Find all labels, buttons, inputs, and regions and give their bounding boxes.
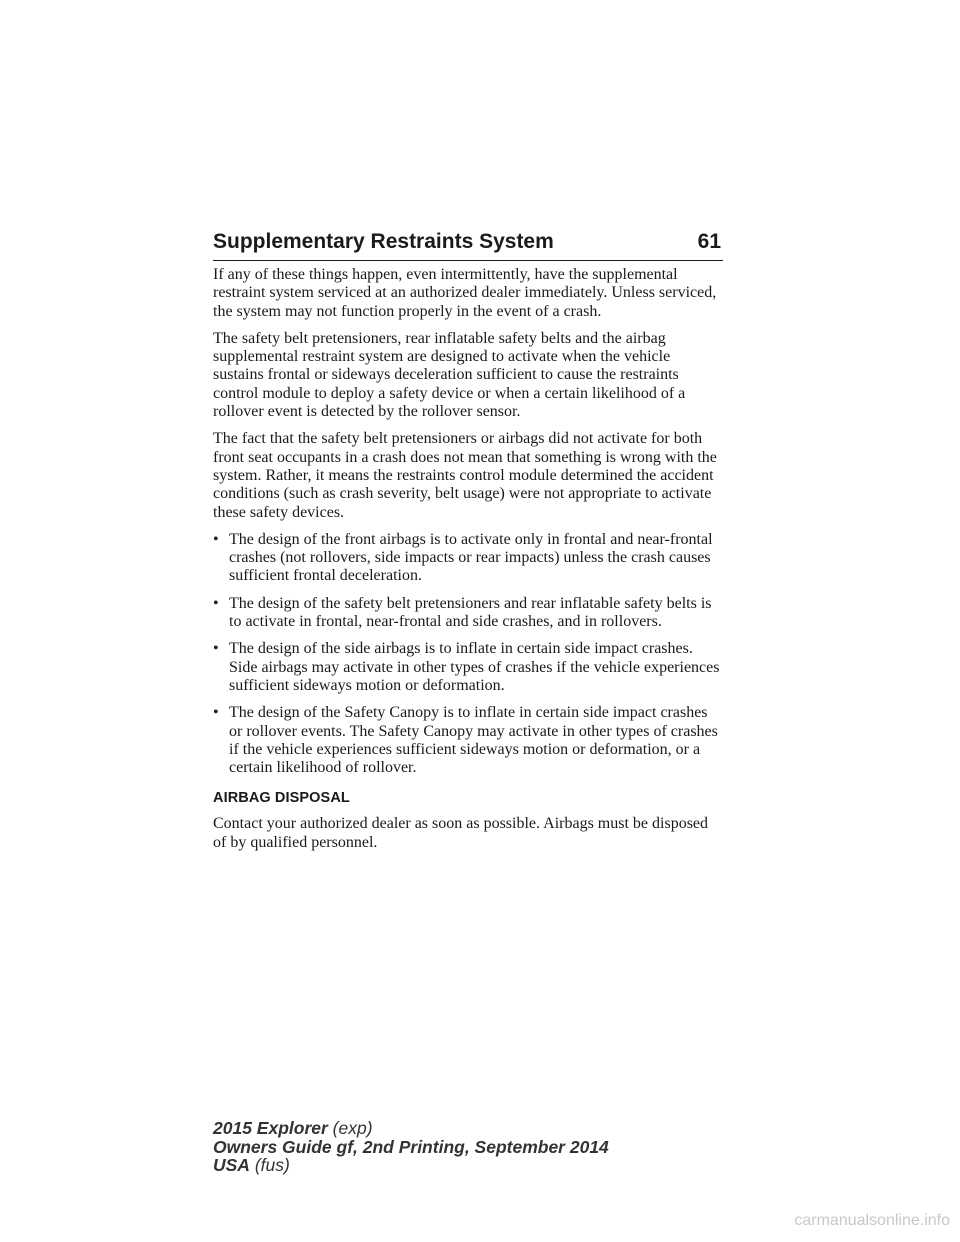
- bullet-icon: •: [213, 704, 219, 722]
- watermark-text: carmanualsonline.info: [794, 1212, 950, 1229]
- list-item: [213, 640, 723, 695]
- bullet-text: The design of the Safety Canopy is to inflate in certain side impact crashes or rollover events. The Safety Canopy may activate in other types of crashes if the vehicle experiences sufficient sideways motion or deformation, or a certain likelihood of rollover.: [229, 704, 718, 777]
- bullet-icon: •: [213, 530, 219, 548]
- footer-model-code: (exp): [332, 1118, 373, 1138]
- page-header: [213, 226, 723, 261]
- list-item: [213, 595, 723, 632]
- bullet-icon: •: [213, 640, 219, 658]
- footer-model: 2015 Explorer: [213, 1118, 328, 1138]
- bullet-icon: •: [213, 594, 219, 612]
- paragraph-activation: The safety belt pretensioners, rear inflatable safety belts and the airbag supplemental restraint system are designed to activate when the vehicle sustains frontal or sideways deceleration sufficient to cause the restraints control module to deploy a safety device or when a certain likelihood of a rollover event is detected by the rollover sensor.: [213, 329, 686, 421]
- document-footer: [213, 1119, 609, 1175]
- list-item: [213, 704, 723, 777]
- footer-market: USA: [213, 1155, 250, 1175]
- footer-guide-line: Owners Guide gf, 2nd Printing, September 2014: [213, 1136, 609, 1157]
- bullet-list: [213, 531, 723, 778]
- airbag-disposal-heading: AIRBAG DISPOSAL: [213, 790, 350, 807]
- bullet-text: The design of the front airbags is to activate only in frontal and near-frontal crashes (not rollovers, side impacts or rear impacts) unless the crash causes sufficient frontal deceleration.: [229, 530, 713, 585]
- paragraph-intro: If any of these things happen, even intermittently, have the supplemental restraint system serviced at an authorized dealer immediately. Unless serviced, the system may not function properly in the event of a crash.: [213, 266, 717, 320]
- footer-model-line: [213, 1119, 609, 1138]
- footer-market-code: (fus): [254, 1155, 290, 1175]
- footer-market-line: [213, 1156, 609, 1175]
- list-item: [213, 531, 723, 586]
- main-content: [213, 266, 723, 861]
- section-title: Supplementary Restraints System: [213, 230, 554, 253]
- page-number: 61: [697, 230, 721, 253]
- paragraph-disposal: Contact your authorized dealer as soon as possible. Airbags must be disposed of by qualified personnel.: [213, 815, 709, 851]
- paragraph-non-activation: The fact that the safety belt pretensioners or airbags did not activate for both front seat occupants in a crash does not mean that something is wrong with the system. Rather, it means the restraints control module determined the accident conditions (such as crash severity, belt usage) were not appropriate to activate these safety devices.: [213, 430, 717, 521]
- bullet-text: The design of the side airbags is to inflate in certain side impact crashes. Side airbags may activate in other types of crashes if the vehicle experiences sufficient sideways motion or deformation.: [229, 640, 720, 694]
- bullet-text: The design of the safety belt pretensioners and rear inflatable safety belts is to activate in frontal, near-frontal and side crashes, and in rollovers.: [229, 594, 712, 631]
